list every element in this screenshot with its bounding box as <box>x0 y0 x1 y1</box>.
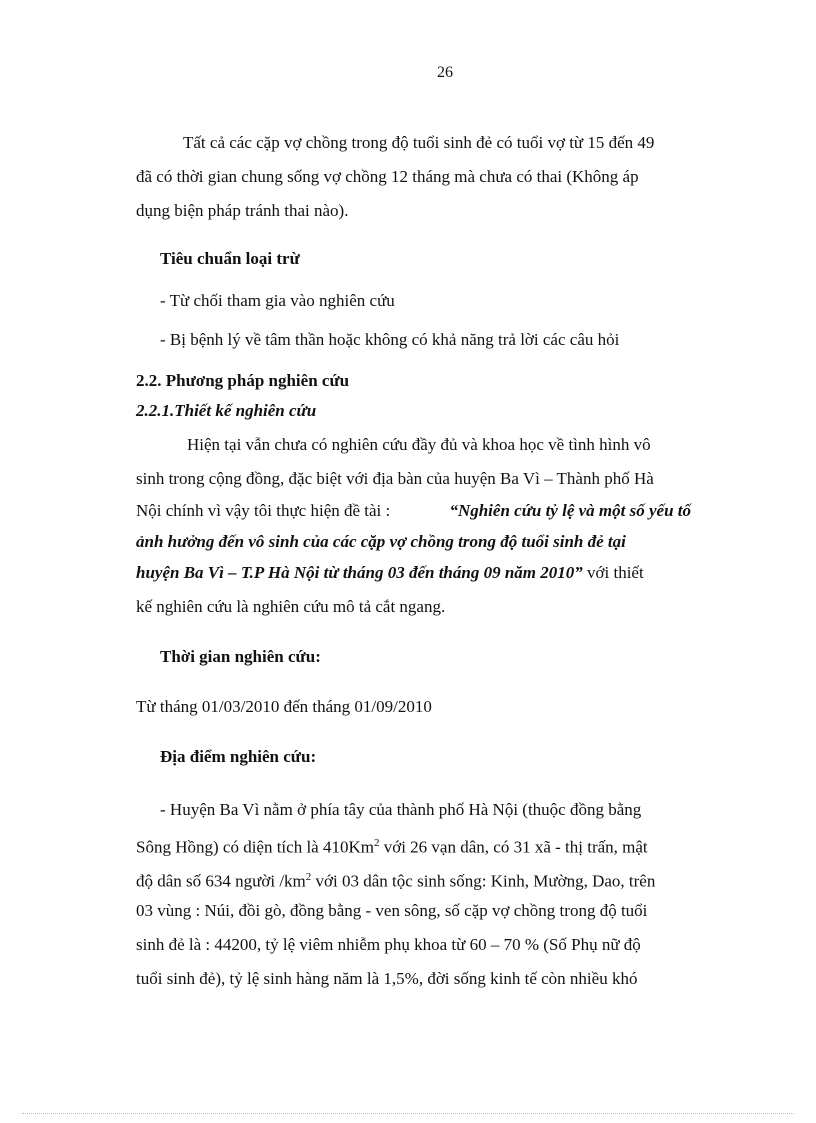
exclusion-item-2: - Bị bệnh lý về tâm thần hoặc không có khả năng trả lời các câu hỏi <box>160 330 620 349</box>
location-heading: Địa điểm nghiên cứu: <box>160 747 317 766</box>
study-title-part-3: huyện Ba Vì – T.P Hà Nội từ tháng 03 đến tháng 09 năm 2010” <box>136 563 583 582</box>
location-line-3: độ dân số 634 người $/km^2$ với 03 dân tộc sinh sống: Kinh, Mường, Dao, trên <box>136 871 656 891</box>
location-line-5: sinh đẻ là : 44200, tỷ lệ viêm nhiễm phụ khoa từ 60 – 70 % (Số Phụ nữ độ <box>136 935 641 954</box>
exclusion-item-1: - Từ chối tham gia vào nghiên cứu <box>160 291 395 310</box>
time-heading: Thời gian nghiên cứu: <box>160 647 321 666</box>
location-line-4: 03 vùng : Núi, đồi gò, đồng bằng - ven sông, số cặp vợ chồng trong độ tuổi <box>136 901 648 920</box>
time-value: Từ tháng 01/03/2010 đến tháng 01/09/2010 <box>136 697 432 716</box>
location-line-6: tuổi sinh đẻ), tỷ lệ sinh hàng năm là 1,5%, đời sống kinh tế còn nhiều khó <box>136 969 638 988</box>
section-heading: 2.2. Phương pháp nghiên cứu <box>136 371 350 390</box>
subsection-heading: 2.2.1.Thiết kế nghiên cứu <box>136 401 317 420</box>
study-title-part-1: “Nghiên cứu tỷ lệ và một số yếu tố <box>449 501 691 520</box>
inclusion-line-2: đã có thời gian chung sống vợ chồng 12 tháng mà chưa có thai (Không áp <box>136 167 639 186</box>
design-line-3-plain: Nội chính vì vậy tôi thực hiện đề tài : <box>136 501 391 520</box>
location-line-2: Sông Hồng) có diện tích là 410Km$^2$ với 26 vạn dân, có 31 xã - thị trấn, mật <box>136 837 648 857</box>
exclusion-heading: Tiêu chuẩn loại trừ <box>160 249 300 268</box>
superscript-2: 2 <box>305 871 312 883</box>
inclusion-line-3: dụng biện pháp tránh thai nào). <box>136 201 349 220</box>
design-line-5-plain: với thiết <box>587 563 644 582</box>
page-bottom-divider <box>22 1113 794 1114</box>
design-line-6: kế nghiên cứu là nghiên cứu mô tả cắt ngang. <box>136 597 446 616</box>
page-number: 26 <box>437 64 453 81</box>
design-line-5 <box>136 562 644 584</box>
design-line-1: Hiện tại vẫn chưa có nghiên cứu đầy đủ và khoa học về tình hình vô <box>187 435 651 454</box>
location-line-1: - Huyện Ba Vì nằm ở phía tây của thành phố Hà Nội (thuộc đồng bằng <box>160 800 642 819</box>
design-line-3 <box>136 500 691 522</box>
study-title-part-2: ảnh hưởng đến vô sinh của các cặp vợ chồng trong độ tuổi sinh đẻ tại <box>136 532 626 551</box>
design-line-2: sinh trong cộng đồng, đặc biệt với địa bàn của huyện Ba Vì – Thành phố Hà <box>136 469 654 488</box>
inclusion-line-1: Tất cả các cặp vợ chồng trong độ tuổi sinh đẻ có tuổi vợ từ 15 đến 49 <box>183 133 655 152</box>
superscript-2: 2 <box>373 837 380 849</box>
